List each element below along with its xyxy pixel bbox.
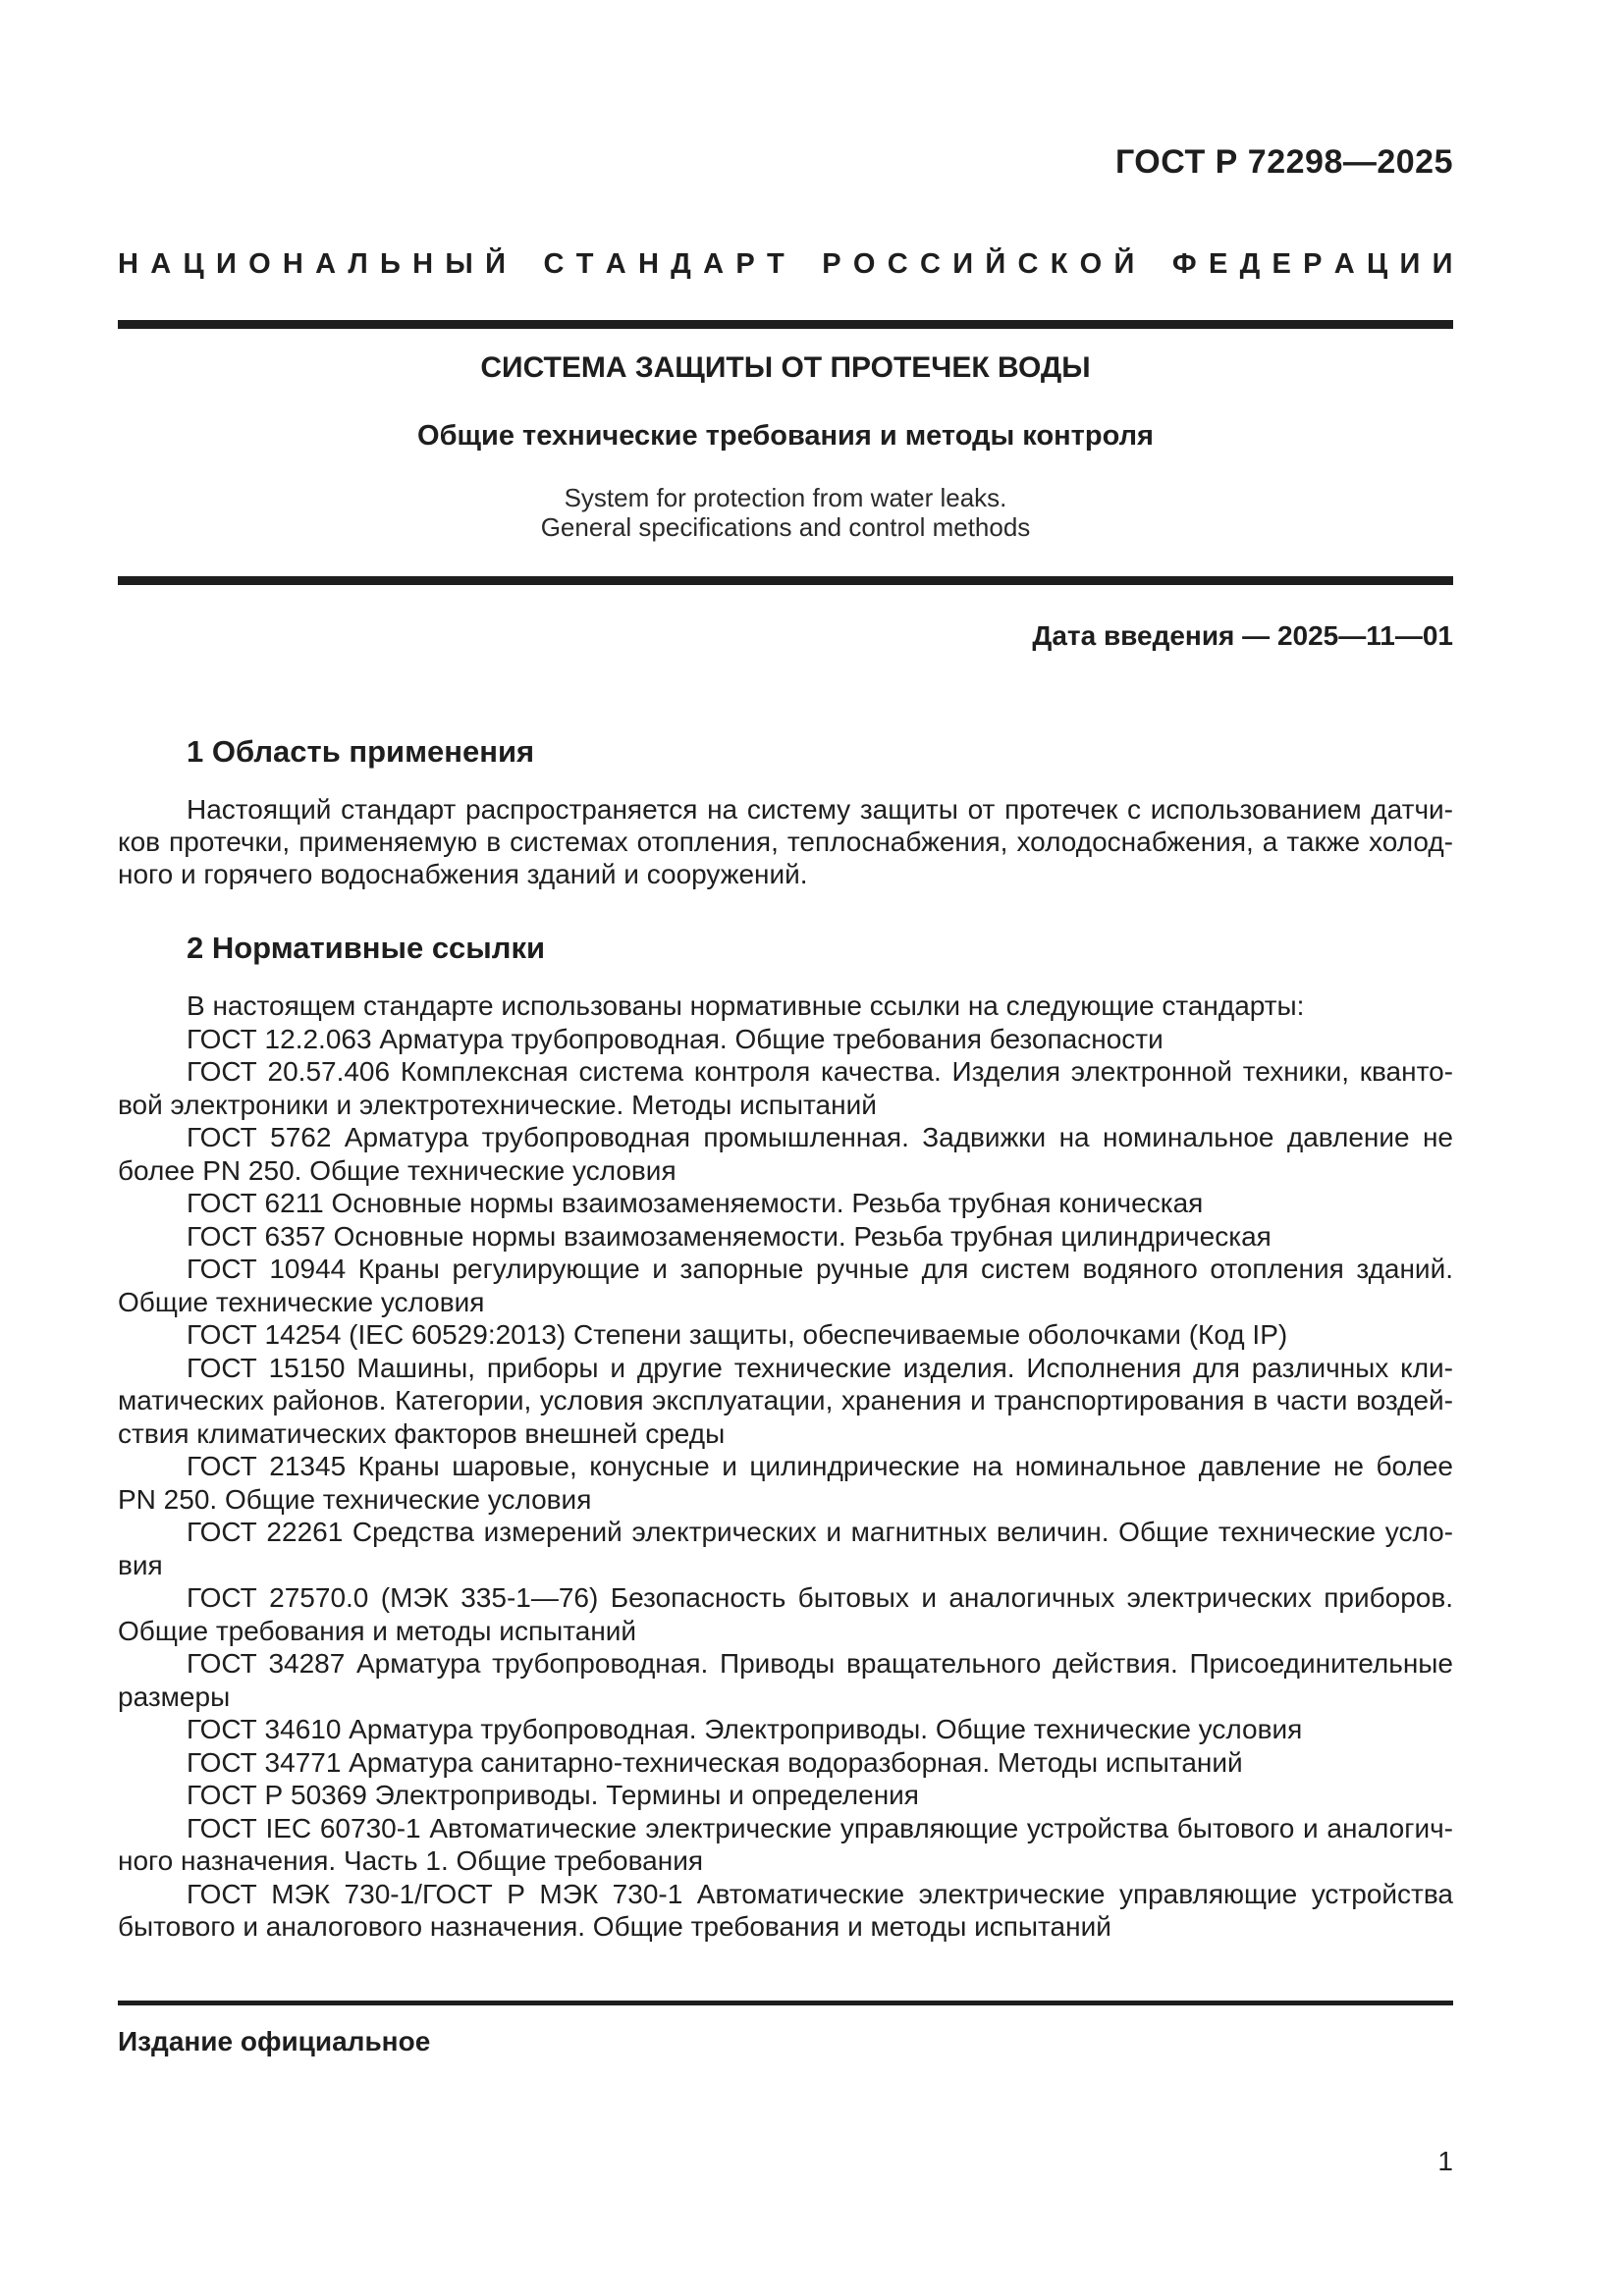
page-number: 1: [1437, 2146, 1453, 2176]
banner-letter: Й: [485, 248, 506, 280]
body-line: В настоящем стандарте использованы нормативные ссылки на следующие стандарты:: [187, 990, 1305, 1021]
body-line: ствия климатических факторов внешней среды: [118, 1417, 726, 1449]
body-line: вия: [118, 1549, 163, 1580]
body-line: ГОСТ 34287 Арматура трубопроводная. Приводы вращательного действия. Присоединительные: [187, 1648, 1453, 1679]
banner-letter: С: [919, 248, 941, 280]
banner-letter: Д: [1239, 248, 1261, 280]
header-rule-top: [118, 320, 1453, 329]
standard-title-en-line1: System for protection from water leaks.: [564, 483, 1007, 512]
banner-letter: О: [1079, 248, 1103, 280]
banner-letter: Ф: [1171, 248, 1197, 280]
body-line: ГОСТ 27570.0 (МЭК 335-1—76) Безопасность бытовых и аналогичных электрических приборов.: [187, 1582, 1453, 1613]
banner-letter: И: [215, 248, 237, 280]
body-line: ГОСТ 22261 Средства измерений электрических и магнитных величин. Общие технические усло-: [187, 1517, 1453, 1547]
banner-letter: Р: [822, 248, 841, 280]
banner-letter: А: [1333, 248, 1355, 280]
body-line: ГОСТ 10944 Краны регулирующие и запорные ручные для систем водяного отопления зданий.: [187, 1254, 1453, 1284]
banner-letter: О: [852, 248, 876, 280]
banner-letter: Д: [671, 248, 691, 280]
standard-title-en-line2: General specifications and control methods: [540, 512, 1031, 542]
body-line: ГОСТ Р 50369 Электроприводы. Термины и определения: [187, 1780, 919, 1810]
doc-code: ГОСТ Р 72298—2025: [1114, 143, 1453, 181]
banner-letter: А: [150, 248, 172, 280]
banner-letter: А: [315, 248, 337, 280]
body-line: ГОСТ 15150 Машины, приборы и другие технические изделия. Исполнения для различных кли-: [187, 1352, 1453, 1383]
banner-letter: С: [887, 248, 908, 280]
banner-letter: Р: [735, 248, 755, 280]
banner-letter: Е: [1272, 248, 1291, 280]
banner-letter: Е: [1208, 248, 1228, 280]
section-body: [118, 989, 1453, 1944]
section-body: [118, 793, 1453, 890]
banner-letter: Н: [637, 248, 659, 280]
banner-word-gap: [1147, 249, 1161, 279]
national-standard-banner: [118, 249, 1453, 279]
banner-letter: Т: [575, 248, 594, 280]
body-line: ного и горячего водоснабжения зданий и сооружений.: [118, 859, 808, 889]
edition-note: Издание официальное: [118, 2026, 431, 2056]
body-line: матических районов. Категории, условия эксплуатации, хранения и транспортирования в части воздей-: [118, 1385, 1453, 1415]
banner-letter: И: [1432, 248, 1453, 280]
body-line: ГОСТ 34610 Арматура трубопроводная. Электроприводы. Общие технические условия: [187, 1714, 1303, 1744]
banner-letter: С: [543, 248, 565, 280]
body-line: ГОСТ IEC 60730-1 Автоматические электрические управляющие устройства бытового и аналогич-: [187, 1812, 1453, 1843]
body-line: более PN 250. Общие технические условия: [118, 1154, 677, 1186]
banner-letter: Й: [1113, 248, 1135, 280]
effective-date: Дата введения — 2025—11—01: [1032, 620, 1453, 651]
banner-letter: А: [605, 248, 626, 280]
body-line: Общие технические условия: [118, 1286, 485, 1317]
standard-title: СИСТЕМА ЗАЩИТЫ ОТ ПРОТЕЧЕК ВОДЫ: [480, 351, 1091, 384]
banner-letter: Р: [1303, 248, 1323, 280]
body-line: ного назначения. Часть 1. Общие требования: [118, 1845, 704, 1876]
body-line: ГОСТ 12.2.063 Арматура трубопроводная. Общие требования безопасности: [187, 1023, 1164, 1054]
banner-letter: Л: [348, 248, 368, 280]
body-line: Настоящий стандарт распространяется на систему защиты от протечек с использованием датчи-: [187, 794, 1453, 825]
banner-word-gap: [517, 249, 531, 279]
banner-word-gap: [796, 249, 810, 279]
footer-rule: [118, 2001, 1453, 2005]
banner-letter: Н: [118, 248, 138, 280]
banner-letter: Н: [282, 248, 303, 280]
body-line: PN 250. Общие технические условия: [118, 1483, 592, 1515]
banner-letter: Т: [766, 248, 785, 280]
standard-title-en: [118, 483, 1453, 542]
banner-letter: Н: [412, 248, 434, 280]
section-heading: 1 Область применения: [187, 734, 535, 769]
body-line: ГОСТ 20.57.406 Комплексная система контроля качества. Изделия электронной техники, кванто-: [187, 1056, 1453, 1087]
body-line: бытового и аналогового назначения. Общие требования и методы испытаний: [118, 1911, 1111, 1942]
body-line: ГОСТ 34771 Арматура санитарно-техническая водоразборная. Методы испытаний: [187, 1746, 1243, 1778]
banner-letter: Ь: [380, 248, 401, 280]
body-line: ГОСТ 5762 Арматура трубопроводная промышленная. Задвижки на номинальное давление не: [187, 1122, 1453, 1152]
header-rule-bottom: [118, 576, 1453, 585]
banner-letter: К: [1050, 248, 1068, 280]
body-line: ГОСТ 6211 Основные нормы взаимозаменяемости. Резьба трубная коническая: [187, 1188, 1204, 1218]
banner-letter: Ы: [445, 248, 473, 280]
banner-letter: И: [1399, 248, 1421, 280]
banner-letter: Ц: [1367, 248, 1388, 280]
banner-letter: Й: [985, 248, 1006, 280]
banner-letter: А: [703, 248, 725, 280]
section-heading: 2 Нормативные ссылки: [187, 931, 546, 965]
standard-subtitle: Общие технические требования и методы контроля: [417, 420, 1154, 452]
banner-letter: Ц: [183, 248, 204, 280]
body-line: ков протечки, применяемую в системах отопления, теплоснабжения, холодоснабжения, а также холод-: [118, 827, 1453, 857]
body-line: ГОСТ 21345 Краны шаровые, конусные и цилиндрические на номинальное давление не более: [187, 1451, 1453, 1481]
body-line: Общие требования и методы испытаний: [118, 1615, 637, 1646]
body-line: вой электроники и электротехнические. Методы испытаний: [118, 1089, 877, 1120]
body-line: ГОСТ 14254 (IEC 60529:2013) Степени защиты, обеспечиваемые оболочками (Код IP): [187, 1319, 1288, 1350]
body-line: размеры: [118, 1681, 231, 1712]
banner-letter: И: [952, 248, 974, 280]
body-line: ГОСТ МЭК 730-1/ГОСТ Р МЭК 730-1 Автоматические электрические управляющие устройства: [187, 1878, 1453, 1909]
banner-letter: О: [248, 248, 271, 280]
banner-letter: С: [1017, 248, 1039, 280]
body-line: ГОСТ 6357 Основные нормы взаимозаменяемости. Резьба трубная цилиндрическая: [187, 1220, 1272, 1252]
